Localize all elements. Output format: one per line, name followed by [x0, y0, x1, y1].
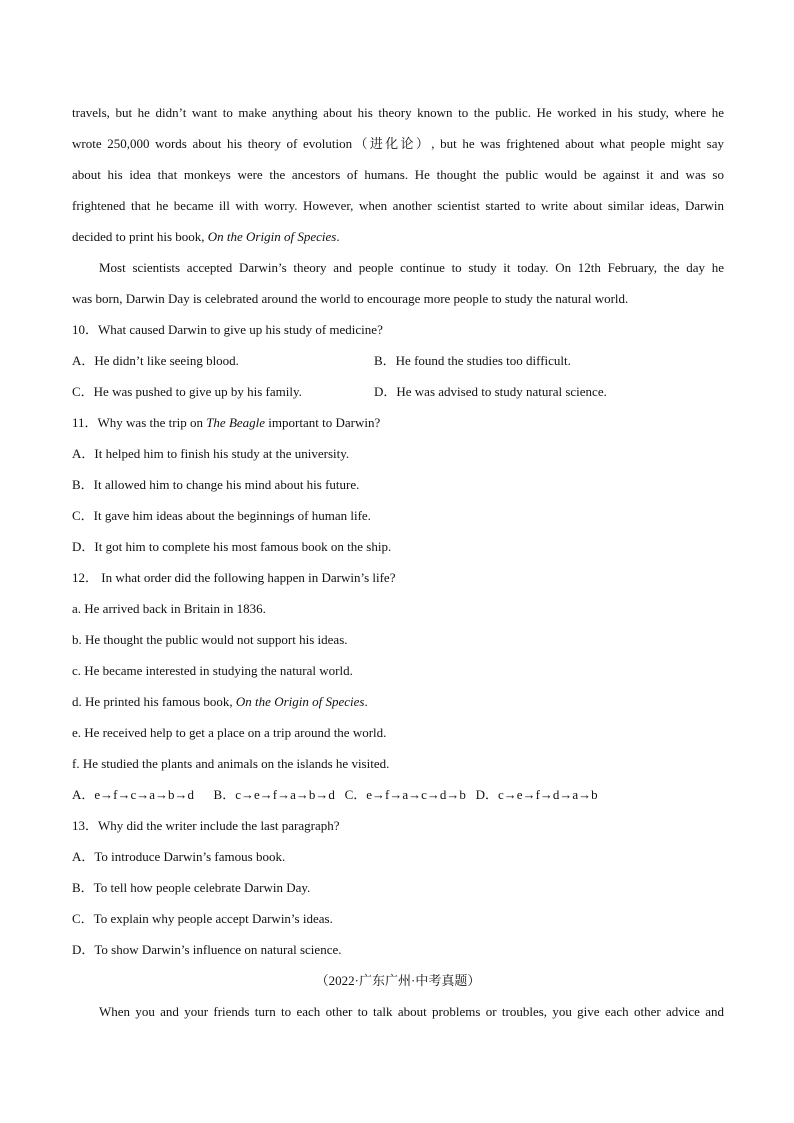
question-10-stem: 10．What caused Darwin to give up his study of medicine? — [72, 322, 383, 337]
option-c: C．He was pushed to give up by his family. — [72, 384, 302, 399]
event-f: f. He studied the plants and animals on the islands he visited. — [72, 756, 390, 771]
event-text: d. He printed his famous book, — [72, 694, 236, 709]
question-10-options-row-1 — [72, 348, 724, 379]
option-d: D．It got him to complete his most famous book on the ship. — [72, 539, 392, 554]
question-11-stem — [72, 410, 724, 441]
question-12-options: A．e→f→c→a→b→d B．c→e→f→a→b→d C．e→f→a→c→d→b D．c→e→f→d→a→b — [72, 787, 598, 802]
option-b: B．He found the studies too difficult. — [374, 353, 571, 368]
option-c: C．It gave him ideas about the beginnings of human life. — [72, 508, 371, 523]
passage-line: about his idea that monkeys were the ancestors of humans. He thought the public would be against it and was so — [72, 167, 724, 182]
passage-text: decided to print his book, — [72, 229, 208, 244]
question-10-options-row-2 — [72, 379, 724, 410]
stem-text: 11．Why was the trip on — [72, 415, 207, 430]
option-a: A．To introduce Darwin’s famous book. — [72, 849, 286, 864]
passage-line: travels, but he didn’t want to make anything about his theory known to the public. He worked in his study, where he — [72, 105, 724, 120]
option-a: A．He didn’t like seeing blood. — [72, 353, 239, 368]
option-d: D．To show Darwin’s influence on natural science. — [72, 942, 342, 957]
passage-line: Most scientists accepted Darwin’s theory and people continue to study it today. On 12th February, the day he — [99, 260, 724, 275]
book-title: On the Origin of Species — [207, 229, 337, 244]
passage-line — [72, 224, 724, 255]
next-passage-line: When you and your friends turn to each other to talk about problems or troubles, you give each other advice and — [99, 1004, 724, 1019]
passage-line: was born, Darwin Day is celebrated around the world to encourage more people to study the natural world. — [72, 291, 629, 306]
event-d — [72, 689, 724, 720]
question-13-stem: 13．Why did the writer include the last paragraph? — [72, 818, 340, 833]
passage-line: wrote 250,000 words about his theory of evolution（进化论）, but he was frightened about what people might say — [72, 136, 724, 151]
event-e: e. He received help to get a place on a trip around the world. — [72, 725, 387, 740]
source-note: （2022·广东广州·中考真题） — [315, 973, 481, 988]
event-text: . — [364, 694, 368, 709]
option-b: B．It allowed him to change his mind about his future. — [72, 477, 360, 492]
event-c: c. He became interested in studying the natural world. — [72, 663, 353, 678]
event-b: b. He thought the public would not support his ideas. — [72, 632, 348, 647]
option-c: C．To explain why people accept Darwin’s ideas. — [72, 911, 333, 926]
option-d: D．He was advised to study natural science. — [374, 384, 607, 399]
option-b: B．To tell how people celebrate Darwin Day. — [72, 880, 311, 895]
question-12-stem: 12． In what order did the following happen in Darwin’s life? — [72, 570, 396, 585]
passage-line: frightened that he became ill with worry. However, when another scientist started to write about similar ideas, Darwin — [72, 198, 724, 213]
book-title: On the Origin of Species — [235, 694, 365, 709]
stem-text: important to Darwin? — [265, 415, 381, 430]
ship-title: The Beagle — [206, 415, 266, 430]
document-page — [72, 100, 724, 1030]
event-a: a. He arrived back in Britain in 1836. — [72, 601, 266, 616]
option-a: A．It helped him to finish his study at the university. — [72, 446, 350, 461]
passage-text: . — [336, 229, 340, 244]
